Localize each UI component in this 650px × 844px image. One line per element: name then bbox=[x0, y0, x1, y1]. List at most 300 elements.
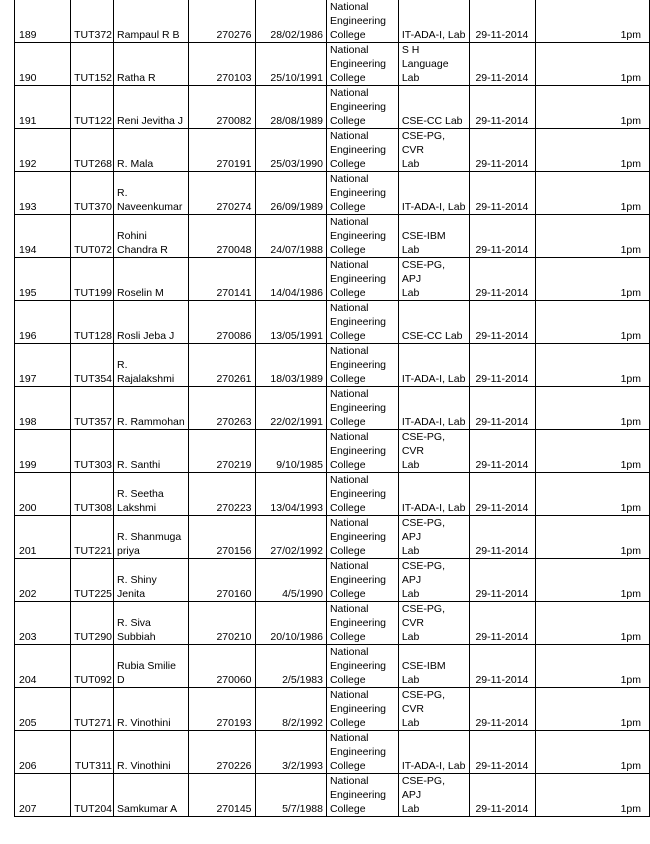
exam-time-cell bbox=[536, 387, 650, 430]
candidate-code-cell bbox=[71, 86, 114, 129]
registration-id-cell bbox=[188, 43, 255, 86]
candidate-code-cell bbox=[71, 430, 114, 473]
exam-centre-cell-text: National Engineering College bbox=[329, 517, 387, 557]
candidate-code-cell bbox=[71, 43, 114, 86]
candidate-name-cell-text: Rubia Smilie D bbox=[117, 660, 176, 686]
registration-id-cell-text: 270210 bbox=[216, 631, 252, 643]
candidate-name-cell bbox=[114, 602, 189, 645]
lab-cell bbox=[398, 43, 469, 86]
exam-time-cell-text: 1pm bbox=[620, 330, 641, 342]
candidate-name-cell-text: R. Rajalakshmi bbox=[117, 359, 175, 385]
date-of-birth-cell bbox=[255, 215, 326, 258]
candidate-name-cell bbox=[114, 215, 189, 258]
registration-id-cell-text: 270145 bbox=[216, 803, 252, 815]
exam-centre-cell-text: National Engineering College bbox=[329, 345, 387, 385]
registration-id-cell-text: 270060 bbox=[216, 674, 252, 686]
exam-time-cell bbox=[536, 43, 650, 86]
candidate-name-cell-text: Reni Jevitha J bbox=[117, 115, 183, 127]
candidate-code-cell bbox=[71, 129, 114, 172]
lab-cell-text: IT-ADA-I, Lab bbox=[401, 502, 466, 514]
candidate-name-cell bbox=[114, 430, 189, 473]
registration-id-cell-text: 270274 bbox=[216, 201, 252, 213]
registration-id-cell-text: 270219 bbox=[216, 459, 252, 471]
exam-time-cell bbox=[536, 430, 650, 473]
lab-cell bbox=[398, 602, 469, 645]
candidate-code-cell bbox=[71, 774, 114, 817]
date-of-birth-cell bbox=[255, 731, 326, 774]
registration-id-cell bbox=[188, 774, 255, 817]
serial-number-cell-text: 190 bbox=[19, 72, 37, 84]
table-row bbox=[15, 344, 650, 387]
date-of-birth-cell-text: 14/04/1986 bbox=[270, 287, 323, 299]
date-of-birth-cell bbox=[255, 344, 326, 387]
serial-number-cell bbox=[15, 516, 71, 559]
exam-centre-cell bbox=[326, 430, 398, 473]
exam-centre-cell-text: National Engineering College bbox=[329, 431, 387, 471]
exam-date-cell bbox=[469, 559, 536, 602]
lab-cell-text: CSE-CC Lab bbox=[401, 330, 463, 342]
registration-id-cell bbox=[188, 731, 255, 774]
exam-centre-cell bbox=[326, 688, 398, 731]
exam-time-cell-text: 1pm bbox=[620, 674, 641, 686]
candidate-code-cell bbox=[71, 215, 114, 258]
table-row bbox=[15, 129, 650, 172]
candidate-name-cell-text: Rampaul R B bbox=[117, 29, 180, 41]
serial-number-cell bbox=[15, 258, 71, 301]
date-of-birth-cell bbox=[255, 645, 326, 688]
exam-time-cell bbox=[536, 86, 650, 129]
exam-time-cell-text: 1pm bbox=[620, 588, 641, 600]
candidate-code-cell-text: TUT271 bbox=[74, 717, 113, 729]
exam-date-cell bbox=[469, 344, 536, 387]
exam-centre-cell-text: National Engineering College bbox=[329, 130, 387, 170]
exam-centre-cell-text: National Engineering College bbox=[329, 603, 387, 643]
exam-date-cell-text: 29-11-2014 bbox=[475, 330, 529, 342]
exam-date-cell bbox=[469, 602, 536, 645]
candidate-name-cell-text: R. Shiny Jenita bbox=[117, 574, 157, 600]
exam-time-cell-text: 1pm bbox=[620, 631, 641, 643]
serial-number-cell-text: 204 bbox=[19, 674, 37, 686]
serial-number-cell bbox=[15, 774, 71, 817]
date-of-birth-cell bbox=[255, 774, 326, 817]
exam-centre-cell bbox=[326, 731, 398, 774]
candidate-name-cell-text: R. Seetha Lakshmi bbox=[117, 488, 164, 514]
candidate-code-cell-text: TUT357 bbox=[74, 416, 113, 428]
serial-number-cell bbox=[15, 645, 71, 688]
serial-number-cell bbox=[15, 43, 71, 86]
date-of-birth-cell-text: 13/05/1991 bbox=[270, 330, 323, 342]
table-row bbox=[15, 301, 650, 344]
registration-id-cell bbox=[188, 602, 255, 645]
serial-number-cell bbox=[15, 688, 71, 731]
date-of-birth-cell-text: 28/02/1986 bbox=[270, 29, 323, 41]
date-of-birth-cell bbox=[255, 129, 326, 172]
exam-date-cell bbox=[469, 387, 536, 430]
exam-time-cell-text: 1pm bbox=[620, 459, 641, 471]
lab-cell-text: CSE-PG, APJ Lab bbox=[401, 775, 446, 815]
candidate-name-cell-text: R. Rammohan bbox=[117, 416, 185, 428]
candidate-code-cell-text: TUT221 bbox=[74, 545, 113, 557]
candidate-name-cell bbox=[114, 129, 189, 172]
exam-centre-cell-text: National Engineering College bbox=[329, 732, 387, 772]
candidate-name-cell-text: R. Santhi bbox=[117, 459, 161, 471]
serial-number-cell bbox=[15, 731, 71, 774]
registration-id-cell bbox=[188, 688, 255, 731]
candidate-code-cell bbox=[71, 344, 114, 387]
exam-time-cell-text: 1pm bbox=[620, 545, 641, 557]
exam-centre-cell bbox=[326, 344, 398, 387]
lab-cell-text: CSE-PG, CVR Lab bbox=[401, 130, 446, 170]
candidate-code-cell bbox=[71, 602, 114, 645]
registration-id-cell-text: 270226 bbox=[216, 760, 252, 772]
lab-cell bbox=[398, 559, 469, 602]
serial-number-cell-text: 206 bbox=[19, 760, 37, 772]
date-of-birth-cell bbox=[255, 516, 326, 559]
registration-id-cell bbox=[188, 559, 255, 602]
exam-centre-cell-text: National Engineering College bbox=[329, 259, 387, 299]
lab-cell bbox=[398, 301, 469, 344]
exam-date-cell bbox=[469, 731, 536, 774]
table-row bbox=[15, 86, 650, 129]
exam-date-cell-text: 29-11-2014 bbox=[475, 674, 529, 686]
date-of-birth-cell-text: 25/03/1990 bbox=[270, 158, 323, 170]
candidate-name-cell bbox=[114, 344, 189, 387]
date-of-birth-cell bbox=[255, 473, 326, 516]
exam-time-cell-text: 1pm bbox=[620, 717, 641, 729]
lab-cell bbox=[398, 774, 469, 817]
table-row bbox=[15, 516, 650, 559]
candidate-name-cell-text: R. Vinothini bbox=[117, 717, 171, 729]
candidate-name-cell bbox=[114, 258, 189, 301]
exam-centre-cell bbox=[326, 473, 398, 516]
lab-cell bbox=[398, 473, 469, 516]
candidate-code-cell-text: TUT290 bbox=[74, 631, 113, 643]
exam-time-cell bbox=[536, 215, 650, 258]
candidate-code-cell-text: TUT354 bbox=[74, 373, 113, 385]
lab-cell bbox=[398, 129, 469, 172]
serial-number-cell-text: 207 bbox=[19, 803, 37, 815]
candidate-name-cell bbox=[114, 688, 189, 731]
date-of-birth-cell-text: 26/09/1989 bbox=[270, 201, 323, 213]
candidate-code-cell bbox=[71, 172, 114, 215]
exam-time-cell-text: 1pm bbox=[620, 29, 641, 41]
candidate-name-cell bbox=[114, 731, 189, 774]
exam-centre-cell bbox=[326, 559, 398, 602]
lab-cell-text: IT-ADA-I, Lab bbox=[401, 373, 466, 385]
exam-date-cell bbox=[469, 430, 536, 473]
serial-number-cell-text: 199 bbox=[19, 459, 37, 471]
exam-date-cell bbox=[469, 129, 536, 172]
serial-number-cell-text: 194 bbox=[19, 244, 37, 256]
exam-date-cell-text: 29-11-2014 bbox=[475, 717, 529, 729]
exam-time-cell bbox=[536, 473, 650, 516]
exam-time-cell-text: 1pm bbox=[620, 373, 641, 385]
date-of-birth-cell-text: 22/02/1991 bbox=[270, 416, 323, 428]
serial-number-cell bbox=[15, 0, 71, 43]
candidate-code-cell bbox=[71, 731, 114, 774]
serial-number-cell-text: 191 bbox=[19, 115, 37, 127]
registration-id-cell-text: 270261 bbox=[216, 373, 252, 385]
serial-number-cell-text: 201 bbox=[19, 545, 37, 557]
exam-date-cell bbox=[469, 774, 536, 817]
registration-id-cell bbox=[188, 258, 255, 301]
exam-time-cell bbox=[536, 301, 650, 344]
serial-number-cell-text: 192 bbox=[19, 158, 37, 170]
date-of-birth-cell-text: 8/2/1992 bbox=[282, 717, 323, 729]
registration-id-cell-text: 270048 bbox=[216, 244, 252, 256]
candidate-code-cell-text: TUT225 bbox=[74, 588, 113, 600]
table-row bbox=[15, 430, 650, 473]
lab-cell-text: CSE-PG, APJ Lab bbox=[401, 517, 446, 557]
exam-time-cell bbox=[536, 258, 650, 301]
date-of-birth-cell bbox=[255, 559, 326, 602]
registration-id-cell-text: 270141 bbox=[216, 287, 252, 299]
exam-centre-cell-text: National Engineering College bbox=[329, 388, 387, 428]
exam-centre-cell bbox=[326, 86, 398, 129]
exam-centre-cell-text: National Engineering College bbox=[329, 689, 387, 729]
registration-id-cell bbox=[188, 172, 255, 215]
serial-number-cell-text: 203 bbox=[19, 631, 37, 643]
exam-centre-cell-text: National Engineering College bbox=[329, 216, 387, 256]
registration-id-cell bbox=[188, 387, 255, 430]
exam-centre-cell-text: National Engineering College bbox=[329, 560, 387, 600]
exam-time-cell bbox=[536, 688, 650, 731]
candidate-name-cell-text: R. Siva Subbiah bbox=[117, 617, 156, 643]
exam-date-cell bbox=[469, 645, 536, 688]
registration-id-cell bbox=[188, 86, 255, 129]
candidate-code-cell bbox=[71, 516, 114, 559]
exam-date-cell bbox=[469, 43, 536, 86]
date-of-birth-cell-text: 13/04/1993 bbox=[270, 502, 323, 514]
date-of-birth-cell bbox=[255, 301, 326, 344]
exam-date-cell-text: 29-11-2014 bbox=[475, 631, 529, 643]
registration-id-cell bbox=[188, 430, 255, 473]
exam-time-cell-text: 1pm bbox=[620, 287, 641, 299]
table-row bbox=[15, 731, 650, 774]
candidate-name-cell bbox=[114, 0, 189, 43]
lab-cell-text: CSE-PG, CVR Lab bbox=[401, 431, 446, 471]
exam-time-cell-text: 1pm bbox=[620, 760, 641, 772]
table-row bbox=[15, 215, 650, 258]
serial-number-cell-text: 189 bbox=[19, 29, 37, 41]
table-row bbox=[15, 688, 650, 731]
exam-time-cell-text: 1pm bbox=[620, 72, 641, 84]
lab-cell-text: CSE-IBM Lab bbox=[401, 660, 446, 686]
registration-id-cell-text: 270103 bbox=[216, 72, 252, 84]
lab-cell-text: IT-ADA-I, Lab bbox=[401, 760, 466, 772]
serial-number-cell bbox=[15, 473, 71, 516]
candidate-name-cell-text: Rosli Jeba J bbox=[117, 330, 175, 342]
candidate-code-cell-text: TUT308 bbox=[74, 502, 113, 514]
candidate-name-cell bbox=[114, 645, 189, 688]
table-row bbox=[15, 559, 650, 602]
date-of-birth-cell bbox=[255, 43, 326, 86]
exam-time-cell-text: 1pm bbox=[620, 158, 641, 170]
exam-centre-cell bbox=[326, 645, 398, 688]
exam-date-cell bbox=[469, 516, 536, 559]
candidate-name-cell-text: Samkumar A bbox=[117, 803, 178, 815]
exam-date-cell-text: 29-11-2014 bbox=[475, 545, 529, 557]
candidate-name-cell bbox=[114, 86, 189, 129]
lab-cell-text: IT-ADA-I, Lab bbox=[401, 416, 466, 428]
registration-id-cell bbox=[188, 129, 255, 172]
table-row bbox=[15, 473, 650, 516]
exam-time-cell bbox=[536, 516, 650, 559]
candidate-code-cell bbox=[71, 473, 114, 516]
serial-number-cell-text: 200 bbox=[19, 502, 37, 514]
date-of-birth-cell bbox=[255, 688, 326, 731]
lab-cell-text: S H Language Lab bbox=[401, 44, 449, 84]
exam-time-cell bbox=[536, 774, 650, 817]
date-of-birth-cell-text: 18/03/1989 bbox=[270, 373, 323, 385]
exam-centre-cell bbox=[326, 774, 398, 817]
serial-number-cell-text: 197 bbox=[19, 373, 37, 385]
candidate-code-cell-text: TUT303 bbox=[74, 459, 113, 471]
candidate-code-cell bbox=[71, 301, 114, 344]
candidate-name-cell-text: Rohini Chandra R bbox=[117, 230, 168, 256]
candidate-name-cell bbox=[114, 473, 189, 516]
registration-id-cell bbox=[188, 344, 255, 387]
candidate-name-cell bbox=[114, 774, 189, 817]
serial-number-cell-text: 196 bbox=[19, 330, 37, 342]
exam-date-cell-text: 29-11-2014 bbox=[475, 244, 529, 256]
exam-time-cell-text: 1pm bbox=[620, 244, 641, 256]
exam-centre-cell bbox=[326, 215, 398, 258]
date-of-birth-cell bbox=[255, 602, 326, 645]
candidate-code-cell-text: TUT372 bbox=[74, 29, 113, 41]
candidate-name-cell bbox=[114, 301, 189, 344]
candidate-code-cell-text: TUT122 bbox=[74, 115, 113, 127]
exam-time-cell bbox=[536, 0, 650, 43]
candidate-code-cell-text: TUT152 bbox=[74, 72, 113, 84]
exam-date-cell-text: 29-11-2014 bbox=[475, 158, 529, 170]
candidate-code-cell-text: TUT268 bbox=[74, 158, 113, 170]
exam-centre-cell-text: National Engineering College bbox=[329, 87, 387, 127]
exam-time-cell-text: 1pm bbox=[620, 201, 641, 213]
lab-cell bbox=[398, 731, 469, 774]
candidate-name-cell bbox=[114, 172, 189, 215]
serial-number-cell bbox=[15, 430, 71, 473]
exam-date-cell-text: 29-11-2014 bbox=[475, 588, 529, 600]
exam-time-cell bbox=[536, 344, 650, 387]
table-row bbox=[15, 645, 650, 688]
registration-id-cell-text: 270086 bbox=[216, 330, 252, 342]
serial-number-cell bbox=[15, 301, 71, 344]
serial-number-cell bbox=[15, 86, 71, 129]
exam-centre-cell bbox=[326, 516, 398, 559]
lab-cell-text: IT-ADA-I, Lab bbox=[401, 29, 466, 41]
table-row bbox=[15, 43, 650, 86]
candidate-name-cell-text: R. Shanmuga priya bbox=[117, 531, 182, 557]
lab-cell-text: CSE-PG, APJ Lab bbox=[401, 259, 446, 299]
lab-cell bbox=[398, 215, 469, 258]
exam-date-cell-text: 29-11-2014 bbox=[475, 760, 529, 772]
serial-number-cell bbox=[15, 172, 71, 215]
date-of-birth-cell bbox=[255, 86, 326, 129]
allotment-table bbox=[14, 0, 650, 817]
lab-cell bbox=[398, 172, 469, 215]
exam-centre-cell bbox=[326, 43, 398, 86]
date-of-birth-cell-text: 4/5/1990 bbox=[282, 588, 323, 600]
exam-time-cell bbox=[536, 602, 650, 645]
candidate-code-cell bbox=[71, 258, 114, 301]
serial-number-cell bbox=[15, 602, 71, 645]
serial-number-cell bbox=[15, 215, 71, 258]
date-of-birth-cell bbox=[255, 258, 326, 301]
registration-id-cell bbox=[188, 215, 255, 258]
lab-cell-text: IT-ADA-I, Lab bbox=[401, 201, 466, 213]
table-row bbox=[15, 258, 650, 301]
serial-number-cell bbox=[15, 387, 71, 430]
candidate-code-cell bbox=[71, 559, 114, 602]
exam-centre-cell bbox=[326, 602, 398, 645]
date-of-birth-cell-text: 27/02/1992 bbox=[270, 545, 323, 557]
candidate-code-cell bbox=[71, 645, 114, 688]
registration-id-cell bbox=[188, 473, 255, 516]
date-of-birth-cell-text: 28/08/1989 bbox=[270, 115, 323, 127]
lab-cell bbox=[398, 86, 469, 129]
table-row bbox=[15, 172, 650, 215]
table-row bbox=[15, 602, 650, 645]
lab-cell bbox=[398, 430, 469, 473]
date-of-birth-cell bbox=[255, 0, 326, 43]
date-of-birth-cell bbox=[255, 172, 326, 215]
serial-number-cell bbox=[15, 344, 71, 387]
table-row bbox=[15, 387, 650, 430]
date-of-birth-cell-text: 25/10/1991 bbox=[270, 72, 323, 84]
exam-date-cell bbox=[469, 688, 536, 731]
lab-cell bbox=[398, 645, 469, 688]
exam-date-cell-text: 29-11-2014 bbox=[475, 201, 529, 213]
candidate-code-cell-text: TUT311 bbox=[74, 760, 113, 772]
serial-number-cell-text: 195 bbox=[19, 287, 37, 299]
registration-id-cell-text: 270082 bbox=[216, 115, 252, 127]
candidate-code-cell-text: TUT204 bbox=[74, 803, 113, 815]
exam-centre-cell-text: National Engineering College bbox=[329, 646, 387, 686]
lab-cell-text: CSE-IBM Lab bbox=[401, 230, 446, 256]
exam-centre-cell bbox=[326, 387, 398, 430]
exam-date-cell bbox=[469, 0, 536, 43]
exam-centre-cell-text: National Engineering College bbox=[329, 775, 387, 815]
lab-cell-text: CSE-PG, CVR Lab bbox=[401, 603, 446, 643]
exam-time-cell bbox=[536, 172, 650, 215]
date-of-birth-cell bbox=[255, 387, 326, 430]
candidate-code-cell bbox=[71, 688, 114, 731]
exam-centre-cell bbox=[326, 258, 398, 301]
date-of-birth-cell bbox=[255, 430, 326, 473]
candidate-name-cell-text: R. Mala bbox=[117, 158, 154, 170]
exam-date-cell-text: 29-11-2014 bbox=[475, 115, 529, 127]
allotment-table-body bbox=[15, 0, 650, 817]
exam-date-cell-text: 29-11-2014 bbox=[475, 373, 529, 385]
exam-date-cell bbox=[469, 215, 536, 258]
exam-time-cell bbox=[536, 731, 650, 774]
exam-centre-cell bbox=[326, 0, 398, 43]
candidate-name-cell bbox=[114, 559, 189, 602]
candidate-code-cell bbox=[71, 0, 114, 43]
exam-date-cell-text: 29-11-2014 bbox=[475, 803, 529, 815]
exam-time-cell-text: 1pm bbox=[620, 416, 641, 428]
exam-date-cell bbox=[469, 258, 536, 301]
registration-id-cell-text: 270160 bbox=[216, 588, 252, 600]
exam-time-cell bbox=[536, 559, 650, 602]
table-row bbox=[15, 774, 650, 817]
serial-number-cell-text: 202 bbox=[19, 588, 37, 600]
exam-time-cell bbox=[536, 129, 650, 172]
exam-centre-cell bbox=[326, 129, 398, 172]
lab-cell bbox=[398, 688, 469, 731]
registration-id-cell bbox=[188, 0, 255, 43]
